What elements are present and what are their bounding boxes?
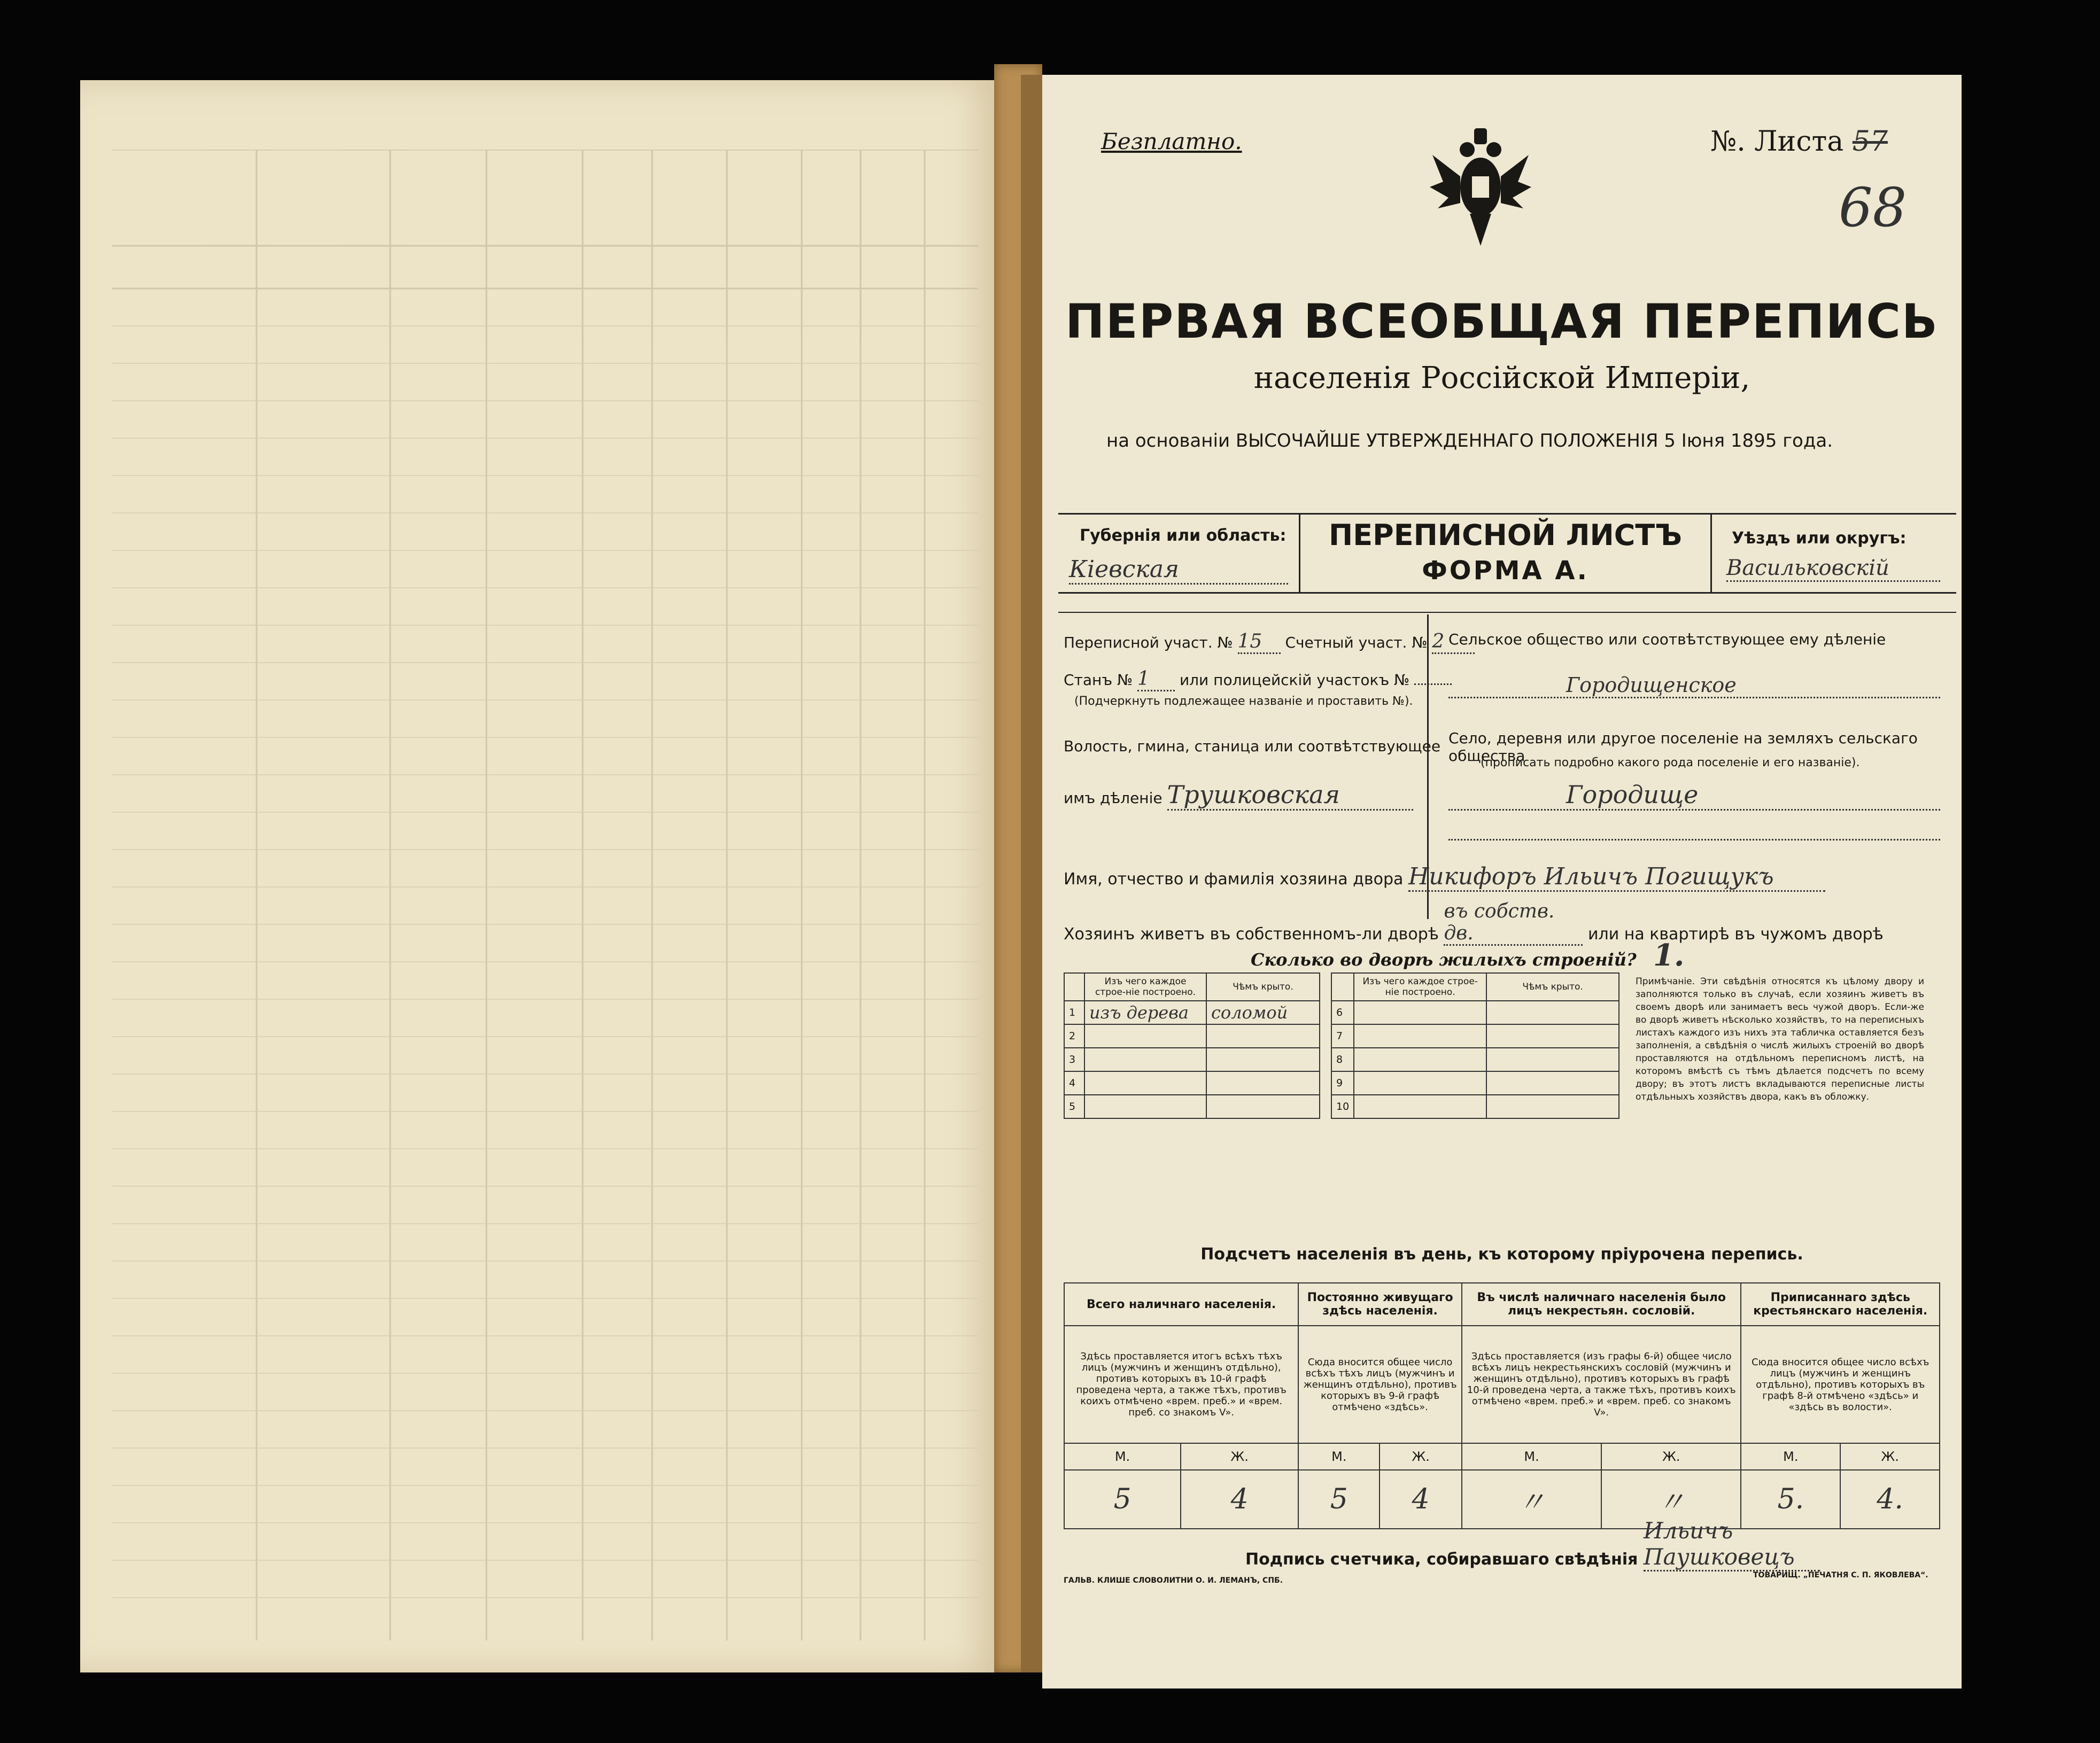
volost-row: имъ дѣленіе Трушковская (1064, 780, 1413, 811)
footer-left: ГАЛЬВ. КЛИШЕ СЛОВОЛИТНИ О. И. ЛЕМАНЪ, СПБ. (1064, 1576, 1283, 1585)
selo-value: Городище (1448, 780, 1940, 811)
buildings-row: Сколько во дворѣ жилыхъ строеній? 1. (1251, 938, 1685, 973)
selo-note: (прописать подробно какого рода поселеніе и его названіе). (1481, 756, 1860, 769)
sheet-number-new: 68 (1839, 176, 1907, 239)
buildings-note: Примѣчаніе. Эти свѣдѣнія относятся къ цѣлому двору и заполняются только въ случаѣ, если хозяинъ живетъ въ своемъ дворѣ или занимаетъ весь чужой дворъ. Если-же во дворѣ живетъ нѣсколько хозяйствъ, то на переписныхъ листахъ каждого изъ нихъ эта табличка оставляется безъ заполненія, а свѣдѣнія о числѣ жилыхъ строеній во дворѣ проставляются на отдѣльномъ переписномъ листѣ, на которомъ вмѣстѣ съ тѣмъ дѣлается подсчетъ по всему двору; въ этотъ листъ вкладываются переписные листы отдѣльныхъ хозяйствъ двора, какъ въ обложку. (1636, 976, 1924, 1102)
nonpeasant-women: 〃 (1601, 1470, 1741, 1529)
selo-label: Село, деревня или другое поселеніе на земляхъ сельскаго общества (1448, 729, 1918, 765)
population-title: Подсчетъ населенія въ день, къ которому пріурочена перепись. (1200, 1245, 1803, 1264)
form-title: ПЕРЕПИСНОЙ ЛИСТЪ (1329, 518, 1682, 552)
lives-value: въ собств. дв. (1444, 900, 1583, 946)
buildings-col-material: Изъ чего каждое строе-ніе построено. (1084, 973, 1206, 1001)
perep-uchast-value: 15 (1238, 631, 1281, 654)
registered-women: 4. (1840, 1470, 1940, 1529)
volost-value: Трушковская (1167, 780, 1413, 811)
buildings-value: 1. (1653, 938, 1685, 973)
sheet-number-old: 57 (1852, 126, 1888, 158)
selskoe-value: Городищенское (1448, 673, 1940, 698)
table-row: 9 (1331, 1071, 1619, 1095)
owner-value: Никифоръ Ильичъ Погищукъ (1408, 863, 1825, 892)
table-row: 1 изъ дерева соломой (1064, 1001, 1320, 1024)
uezd-value: Васильковскій (1726, 556, 1940, 582)
form-basis: на основаніи ВЫСОЧАЙШЕ УТВЕРЖДЕННАГО ПОЛОЖЕНІЯ 5 Іюня 1895 года. (1106, 430, 1833, 452)
selskoe-label: Сельское общество или соотвѣтствующее ему дѣленіе (1448, 631, 1886, 648)
left-page (80, 80, 999, 1672)
total-men: 5 (1064, 1470, 1181, 1529)
form-subtitle: населенія Россійской Имперіи, (1253, 361, 1750, 395)
table-row: 5 (1064, 1095, 1320, 1118)
book-spine-edge (1021, 75, 1042, 1672)
signature-row: Подпись счетчика, собиравшаго свѣдѣнія Ильичъ Паушковецъ (1245, 1518, 1820, 1571)
table-row: 10 (1331, 1095, 1619, 1118)
schet-uchast-value: 2 (1432, 631, 1475, 654)
volost-label: Волость, гмина, станица или соотвѣтствующее (1064, 737, 1441, 755)
table-row: 4 (1064, 1071, 1320, 1095)
table-row: 7 (1331, 1024, 1619, 1048)
table-row: 8 (1331, 1048, 1619, 1071)
stan-value: 1 (1137, 668, 1175, 691)
underline-note: (Подчеркнуть подлежащее названіе и проставить №). (1074, 695, 1413, 708)
left-page-faded-grid (112, 150, 978, 1640)
population-table: Всего наличнаго населенія. Постоянно живущаго здѣсь населенія. Въ числѣ наличнаго населенія было лицъ некрестьян. сословій. Приписаннаго здѣсь крестьянскаго населенія. Здѣсь проставляется итогъ всѣхъ тѣхъ лицъ (мужчинъ и женщинъ отдѣльно), противъ которыхъ въ 10-й графѣ проведена черта, а также тѣхъ, противъ коихъ отмѣчено «врем. преб.» и «врем. преб. со знакомъ V». Сюда вносится общее число всѣхъ тѣхъ лицъ (мужчинъ и женщинъ отдѣльно), противъ которыхъ въ 9-й графѣ отмѣчено «здѣсь». Здѣсь проставляется (изъ графы 6-й) общее число всѣхъ лицъ некрестьянскихъ сословій (мужчинъ и женщинъ отдѣльно), противъ которыхъ въ графѣ 10-й проведена черта, а также тѣхъ, противъ коихъ отмѣчено «врем. преб.» и «врем. преб. со знакомъ V». Сюда вносится общее число всѣхъ лицъ (мужчинъ и женщинъ отдѣльно), противъ которыхъ въ графѣ 8-й отмѣчено «здѣсь» и «здѣсь въ волости». М. Ж. М. Ж. М. Ж. М. Ж. 5 4 5 4 〃 〃 5. 4. (1064, 1282, 1940, 1529)
double-headed-eagle-icon (1427, 118, 1534, 251)
table-row: 6 (1331, 1001, 1619, 1024)
stan-row: Станъ № 1 или полицейскій участокъ № (1064, 668, 1452, 691)
buildings-table-right: Изъ чего каждое строе-ніе построено. Чѣмъ крыто. 6 7 8 9 10 (1331, 972, 1619, 1119)
permanent-men: 5 (1298, 1470, 1380, 1529)
registered-men: 5. (1741, 1470, 1840, 1529)
free-label: Безплатно. (1101, 128, 1242, 154)
buildings-table-left (1064, 972, 1320, 1119)
perep-uchast-row: Переписной участ. № 15 Счетный участ. № 2 (1064, 631, 1475, 654)
uezd-label: Уѣздъ или округъ: (1732, 529, 1907, 548)
census-form-page (1042, 75, 1962, 1688)
table-row: 3 (1064, 1048, 1320, 1071)
nonpeasant-men: 〃 (1462, 1470, 1601, 1529)
form-subtitle-a: ФОРМА А. (1422, 556, 1589, 586)
total-women: 4 (1181, 1470, 1298, 1529)
permanent-women: 4 (1380, 1470, 1462, 1529)
footer-right: ТОВАРИЩ. „ПЕЧАТНЯ С. П. ЯКОВЛЕВА“. (1753, 1571, 1928, 1579)
lives-row: Хозяинъ живетъ въ собственномъ-ли дворѣ въ собств. дв. или на квартирѣ въ чужомъ дворѣ (1064, 900, 1884, 946)
buildings-col-roof: Чѣмъ крыто. (1206, 973, 1320, 1001)
enumerator-signature: Ильичъ Паушковецъ (1644, 1518, 1820, 1571)
owner-row: Имя, отчество и фамилія хозяина двора Никифоръ Ильичъ Погищукъ (1064, 863, 1825, 892)
gubernia-value: Кіевская (1069, 556, 1288, 585)
form-main-title: ПЕРВАЯ ВСЕОБЩАЯ ПЕРЕПИСЬ (1065, 294, 1939, 349)
sheet-number-label: №. Листа 57 (1710, 126, 1888, 158)
gubernia-label: Губернія или область: (1080, 526, 1287, 545)
table-row: 2 (1064, 1024, 1320, 1048)
